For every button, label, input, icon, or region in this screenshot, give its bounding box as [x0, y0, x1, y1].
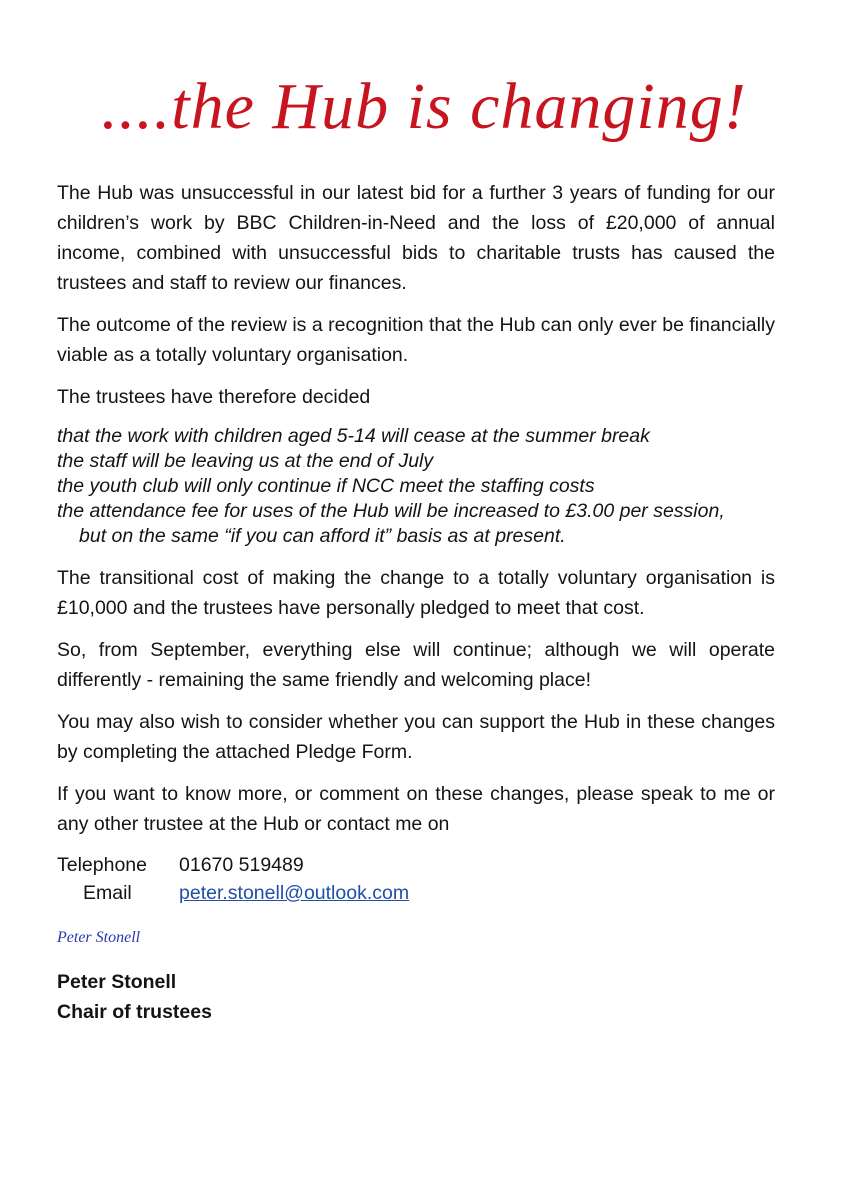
telephone-row: [57, 851, 775, 879]
paragraph-transitional-cost: The transitional cost of making the change to a totally voluntary organisation is £10,000 and the trustees have personally pledged to meet that cost.: [57, 567, 775, 619]
paragraph-decided: The trustees have therefore decided: [57, 386, 371, 408]
paragraph-september: So, from September, everything else will continue; although we will operate differently - remaining the same friendly and welcoming place!: [57, 639, 775, 691]
paragraph-pledge: You may also wish to consider whether you can support the Hub in these changes by completing the attached Pledge Form.: [57, 711, 775, 763]
decision-item: the youth club will only continue if NCC meet the staffing costs: [57, 475, 595, 497]
telephone-label: Telephone: [57, 854, 147, 876]
paragraph-funding: The Hub was unsuccessful in our latest bid for a further 3 years of funding for our children’s work by BBC Children-in-Need and the loss of £20,000 of annual income, combined with unsuccessful bids to charitable trusts has caused the trustees and staff to review our finances.: [57, 182, 775, 294]
decision-item: the attendance fee for uses of the Hub will be increased to £3.00 per session,: [57, 500, 725, 522]
signoff-role: Chair of trustees: [57, 1001, 212, 1023]
decision-item: the staff will be leaving us at the end of July: [57, 450, 434, 472]
paragraph-review-outcome: The outcome of the review is a recognition that the Hub can only ever be financially viable as a totally voluntary organisation.: [57, 314, 775, 366]
decision-item: that the work with children aged 5-14 will cease at the summer break: [57, 425, 650, 447]
signoff-block: [57, 967, 775, 1027]
decision-item-continuation: but on the same “if you can afford it” basis as at present.: [79, 525, 566, 547]
signoff-name: Peter Stonell: [57, 971, 177, 993]
paragraph-contact-intro: If you want to know more, or comment on these changes, please speak to me or any other trustee at the Hub or contact me on: [57, 783, 775, 835]
page-title: ....the Hub is changing!: [101, 70, 747, 143]
email-row: [57, 879, 775, 907]
decisions-list: [57, 424, 775, 549]
handwritten-signature: Peter Stonell: [57, 929, 141, 946]
email-label: Email: [83, 882, 132, 904]
email-link[interactable]: peter.stonell@outlook.com: [179, 882, 410, 904]
contact-details: [57, 851, 775, 907]
telephone-value: 01670 519489: [179, 854, 304, 876]
letter-body: [57, 178, 775, 1027]
